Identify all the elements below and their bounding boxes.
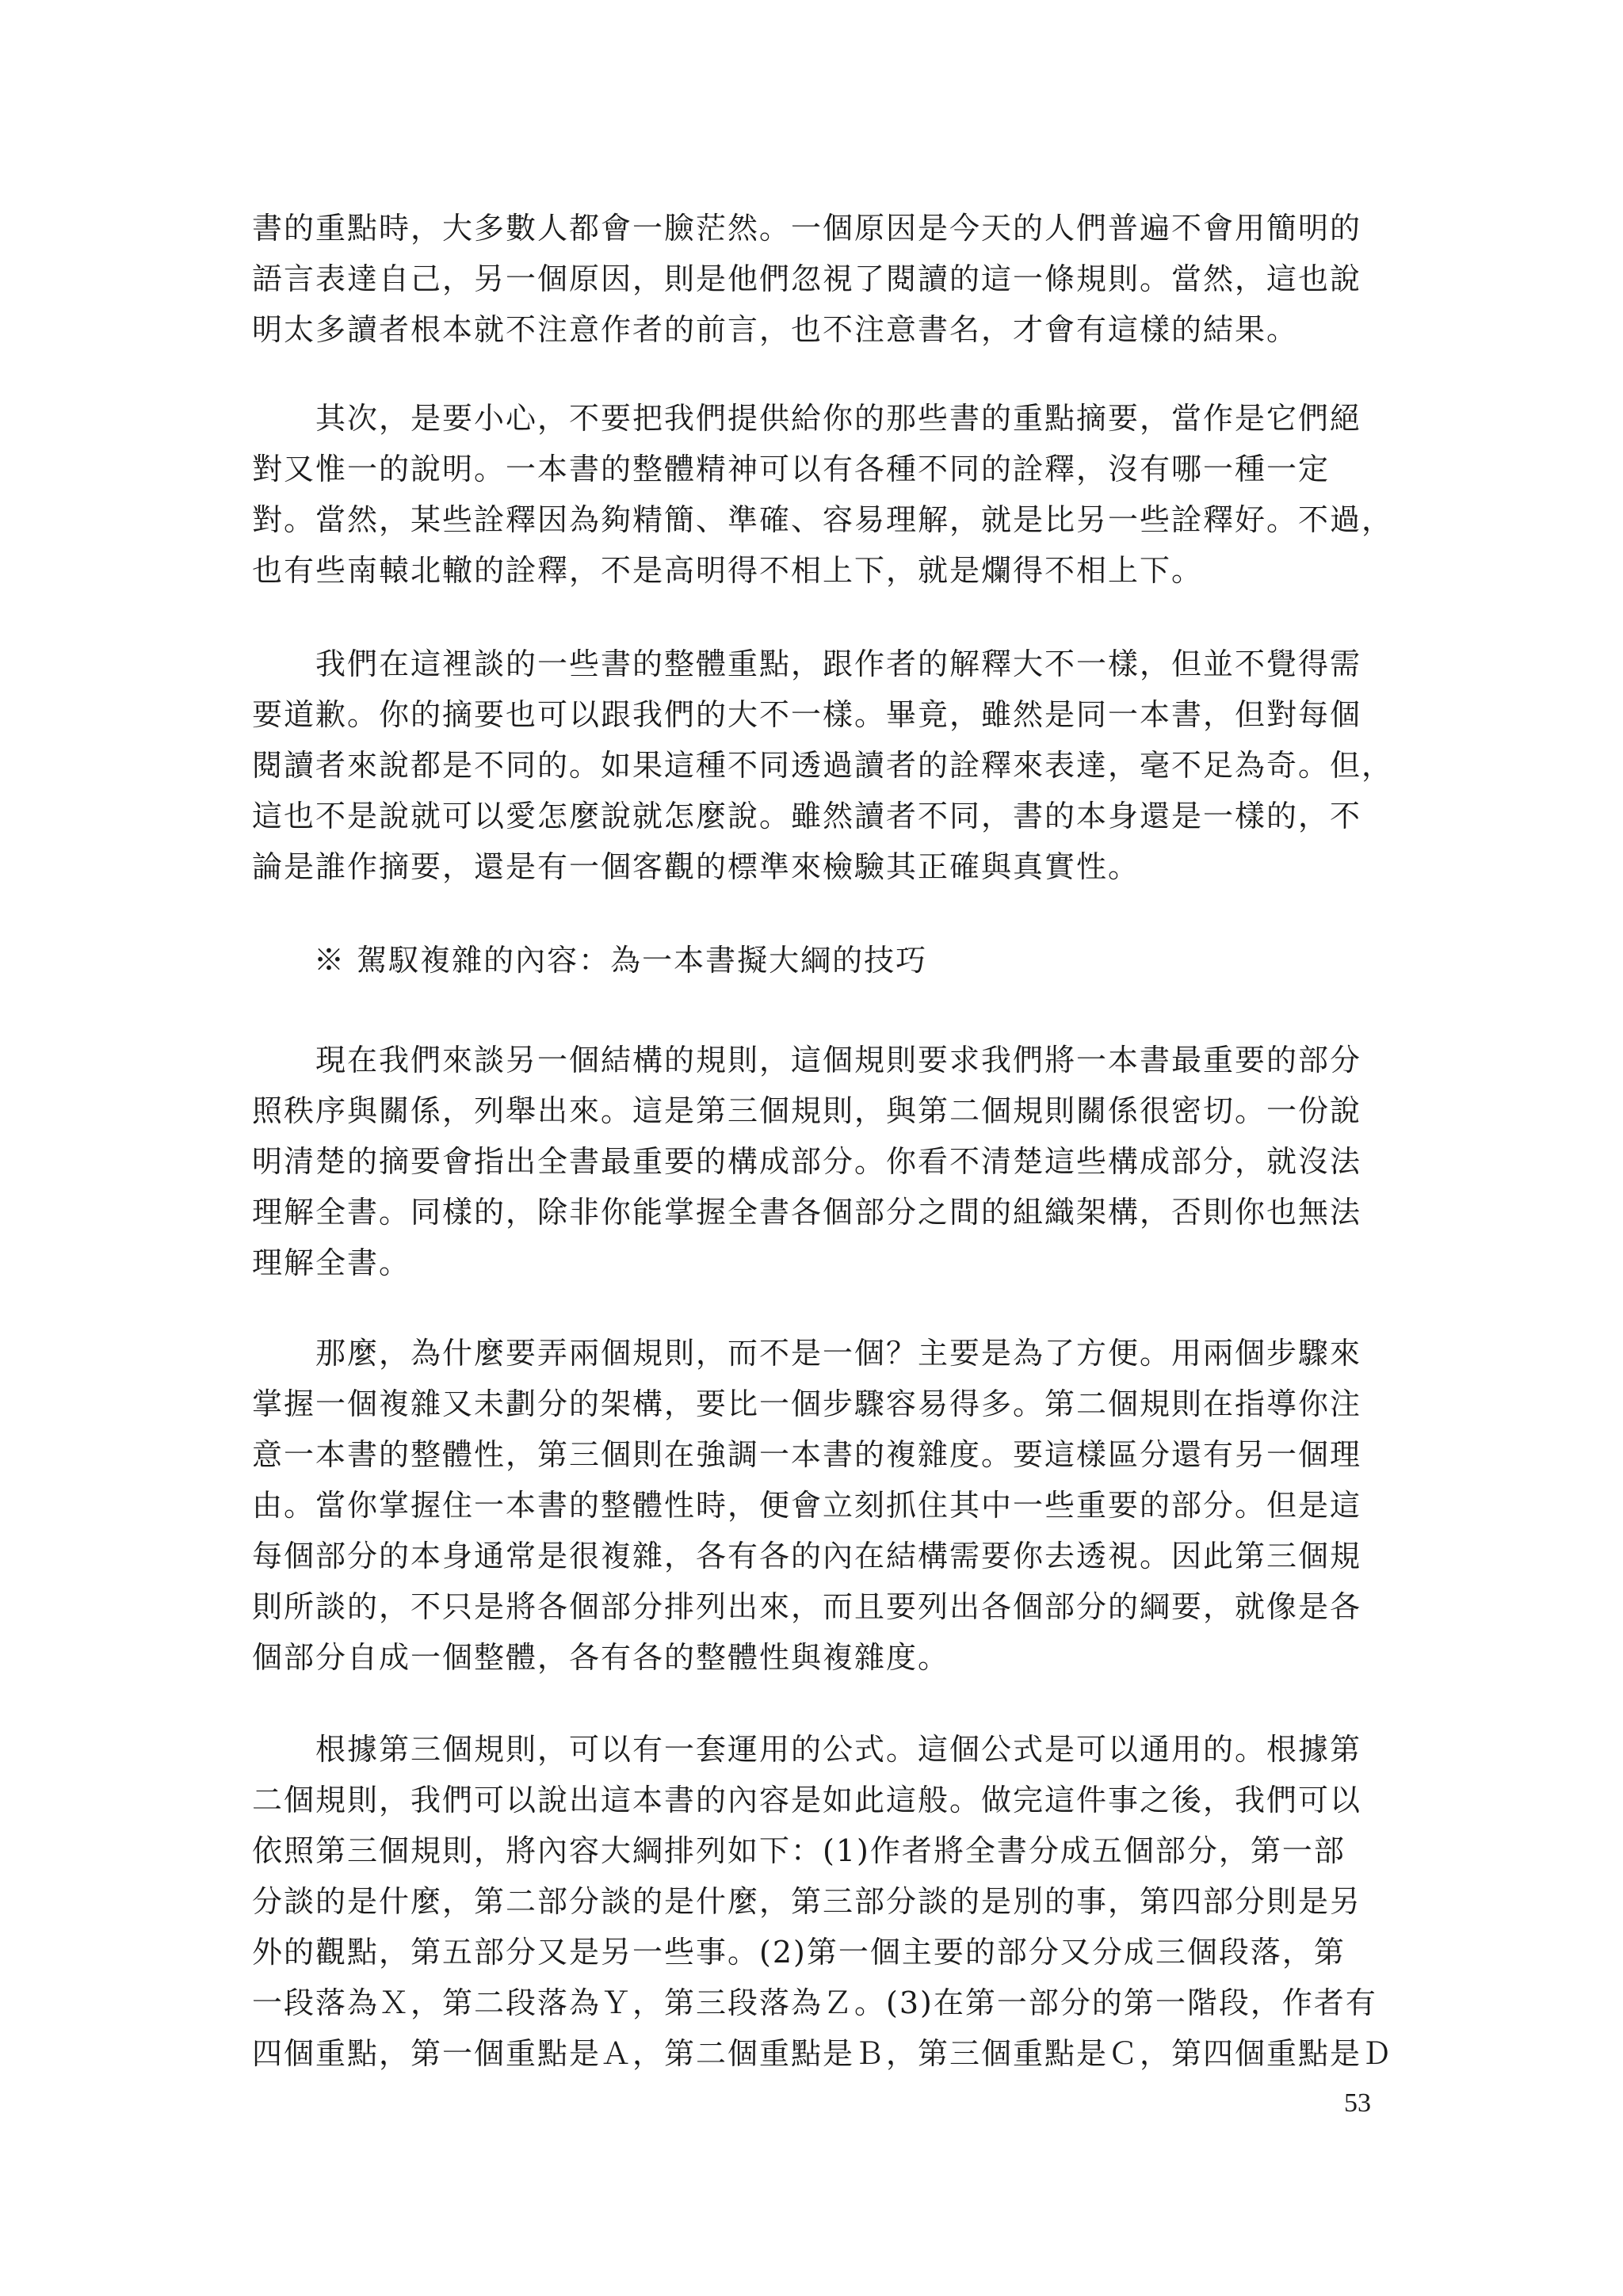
text-line: 外的觀點，第五部分又是另一些事。(2)第一個主要的部分又分成三個段落，第	[252, 1935, 1346, 1970]
paragraph-3	[252, 639, 1394, 892]
section-heading-text: ※ 駕馭複雜的內容：為一本書擬大綱的技巧	[314, 943, 928, 978]
text-line: 我們在這裡談的一些書的整體重點，跟作者的解釋大不一樣，但並不覺得需	[252, 646, 1362, 681]
paragraph-4	[252, 1035, 1385, 1288]
text-line: 其次，是要小心，不要把我們提供給你的那些書的重點摘要，當作是它們絕	[252, 401, 1362, 436]
text-line: 照秩序與關係，列舉出來。這是第三個規則，與第二個規則關係很密切。一份說	[252, 1093, 1362, 1128]
text-line: 一段落為Ｘ，第二段落為Ｙ，第三段落為Ｚ。(3)在第一部分的第一階段，作者有	[252, 1985, 1377, 2020]
text-line: 語言表達自己，另一個原因，則是他們忽視了閱讀的這一條規則。當然，這也說	[252, 261, 1362, 296]
text-line: 掌握一個複雜又未劃分的架構，要比一個步驟容易得多。第二個規則在指導你注	[252, 1386, 1362, 1421]
text-line: 明太多讀者根本就不注意作者的前言，也不注意書名，才會有這樣的結果。	[252, 312, 1299, 347]
text-line: 這也不是說就可以愛怎麼說就怎麼說。雖然讀者不同，書的本身還是一樣的，不	[252, 799, 1362, 833]
text-line: 個部分自成一個整體，各有各的整體性與複雜度。	[252, 1640, 950, 1675]
paragraph-5	[252, 1328, 1385, 1683]
text-line: 現在我們來談另一個結構的規則，這個規則要求我們將一本書最重要的部分	[252, 1043, 1362, 1077]
text-line: 四個重點，第一個重點是Ａ，第二個重點是Ｂ，第三個重點是Ｃ，第四個重點是Ｄ	[252, 2036, 1394, 2071]
text-line: 那麼，為什麼要弄兩個規則，而不是一個？主要是為了方便。用兩個步驟來	[252, 1336, 1362, 1371]
text-line: 對。當然，某些詮釋因為夠精簡、準確、容易理解，就是比另一些詮釋好。不過，	[252, 502, 1394, 537]
text-line: 對又惟一的說明。一本書的整體精神可以有各種不同的詮釋，沒有哪一種一定	[252, 452, 1331, 486]
text-line: 根據第三個規則，可以有一套運用的公式。這個公式是可以通用的。根據第	[252, 1732, 1362, 1767]
text-line: 也有些南轅北轍的詮釋，不是高明得不相上下，就是爛得不相上下。	[252, 553, 1204, 588]
text-line: 明清楚的摘要會指出全書最重要的構成部分。你看不清楚這些構成部分，就沒法	[252, 1144, 1362, 1179]
text-line: 分談的是什麼，第二部分談的是什麼，第三部分談的是別的事，第四部分則是另	[252, 1884, 1362, 1919]
text-line: 每個部分的本身通常是很複雜，各有各的內在結構需要你去透視。因此第三個規	[252, 1539, 1362, 1573]
text-line: 理解全書。同樣的，除非你能掌握全書各個部分之間的組織架構，否則你也無法	[252, 1195, 1362, 1230]
paragraph-2	[252, 393, 1394, 596]
text-line: 依照第三個規則，將內容大綱排列如下：(1)作者將全書分成五個部分，第一部	[252, 1833, 1346, 1868]
text-line: 由。當你掌握住一本書的整體性時，便會立刻抓住其中一些重要的部分。但是這	[252, 1488, 1362, 1523]
text-line: 論是誰作摘要，還是有一個客觀的標準來檢驗其正確與真實性。	[252, 849, 1140, 884]
page-number: 53	[1344, 2088, 1371, 2118]
paragraph-6	[252, 1724, 1394, 2079]
text-line: 意一本書的整體性，第三個則在強調一本書的複雜度。要這樣區分還有另一個理	[252, 1437, 1362, 1472]
paragraph-1	[252, 203, 1385, 355]
text-line: 則所談的，不只是將各個部分排列出來，而且要列出各個部分的綱要，就像是各	[252, 1589, 1362, 1624]
text-line: 閱讀者來說都是不同的。如果這種不同透過讀者的詮釋來表達，毫不足為奇。但，	[252, 748, 1394, 783]
text-line: 書的重點時，大多數人都會一臉茫然。一個原因是今天的人們普遍不會用簡明的	[252, 211, 1362, 246]
text-line: 要道歉。你的摘要也可以跟我們的大不一樣。畢竟，雖然是同一本書，但對每個	[252, 697, 1362, 732]
section-heading	[252, 935, 1385, 986]
text-line: 二個規則，我們可以說出這本書的內容是如此這般。做完這件事之後，我們可以	[252, 1783, 1362, 1817]
text-line: 理解全書。	[252, 1245, 411, 1280]
